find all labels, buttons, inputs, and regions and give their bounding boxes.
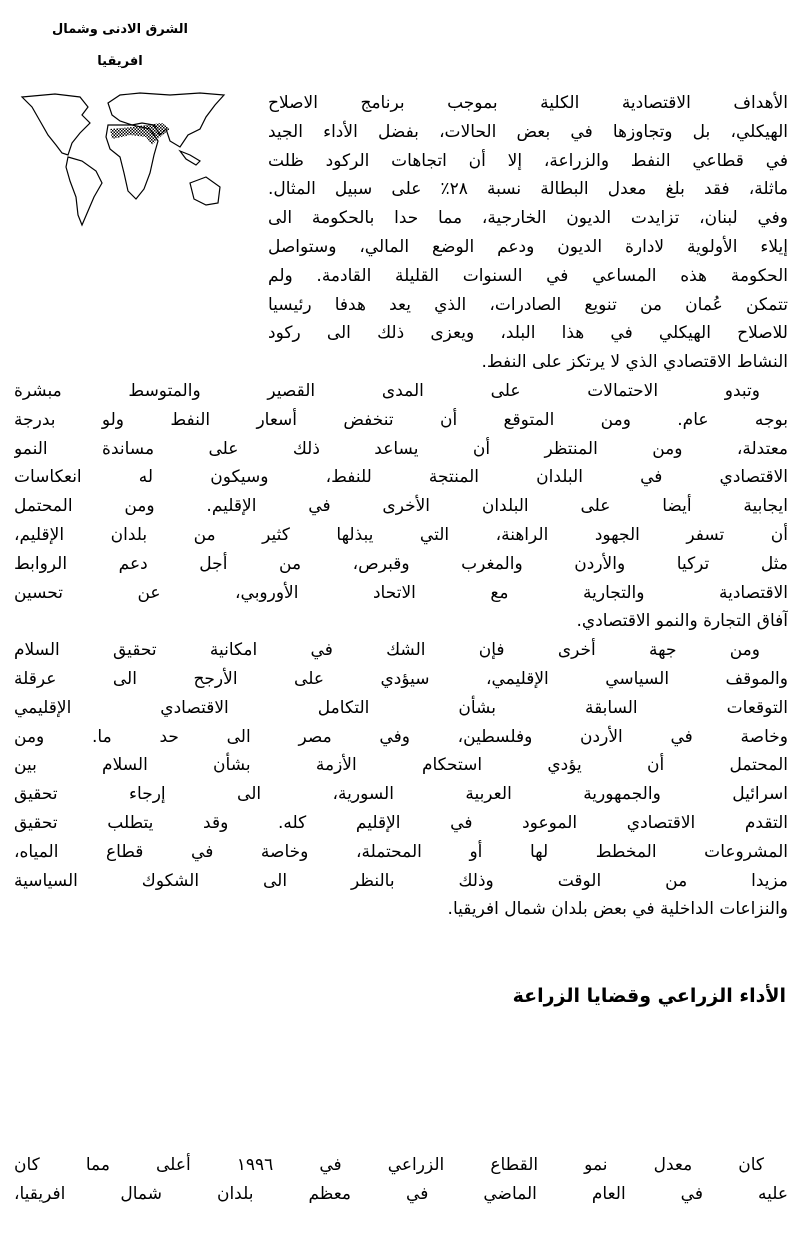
text-line: الحكومة هذه المساعي في السنوات القليلة القادمة. ولم: [268, 265, 788, 286]
text-line: وتبدو الاحتمالات على المدى القصير والمتوسط مبشرة: [14, 381, 760, 401]
text-line: الأهداف الاقتصادية الكلية بموجب برنامج الاصلاح: [268, 93, 788, 113]
text-line: إيلاء الأولوية لادارة الديون ودعم الوضع المالي، وستواصل: [268, 237, 788, 257]
text-line: الاقتصادي في البلدان المنتجة للنفط، وسيكون له انعكاسات: [14, 467, 788, 488]
map-title-line1: الشرق الادنى وشمال: [52, 22, 188, 37]
text-line: وخاصة في الأردن وفلسطين، وفي مصر الى حد ما. ومن: [14, 726, 788, 747]
text-line: اسرائيل والجمهورية العربية السورية، الى إرجاء تحقيق: [14, 784, 788, 805]
text-line: معتدلة، ومن المنتظر أن يساعد ذلك على مساندة النمو: [14, 438, 788, 459]
text-line: كان معدل نمو القطاع الزراعي في ١٩٩٦ أعلى مما كان: [14, 1155, 764, 1175]
text-line: التقدم الاقتصادي الموعود في الإقليم كله. وقد يتطلب تحقيق: [14, 813, 788, 833]
text-line: ومن جهة أخرى فإن الشك في امكانية تحقيق السلام: [14, 640, 760, 661]
text-line: في قطاعي النفط والزراعة، إلا أن اتجاهات الركود ظلت: [268, 150, 788, 171]
text-line: مثل تركيا والأردن والمغرب وقبرص، من أجل دعم الروابط: [14, 553, 788, 574]
text-line: التوقعات السابقة بشأن التكامل الاقتصادي الإقليمي: [14, 697, 788, 718]
text-line: المشروعات المخطط لها أو المحتملة، وخاصة في قطاع المياه،: [14, 841, 788, 862]
section-heading: الأداء الزراعي وقضايا الزراعة: [512, 985, 786, 1007]
world-map-icon: [10, 85, 235, 230]
text-line: والنزاعات الداخلية في بعض بلدان شمال افريقيا.: [447, 899, 788, 920]
highlighted-region: [110, 123, 170, 145]
text-line: النشاط الاقتصادي الذي لا يرتكز على النفط.: [481, 352, 788, 373]
text-line: ايجابية أيضا على البلدان الأخرى في الإقليم. ومن المحتمل: [14, 496, 788, 517]
text-line: بوجه عام. ومن المتوقع أن تنخفض أسعار النفط ولو بدرجة: [14, 409, 788, 430]
text-line: الهيكلي، بل وتجاوزها في بعض الحالات، بفضل الأداء الجيد: [268, 121, 788, 142]
text-line: أن تسفر الجهود الراهنة، التي يبذلها كثير من بلدان الإقليم،: [14, 525, 788, 545]
text-line: والموقف السياسي الإقليمي، سيؤدي على الأرجح الى عرقلة: [14, 669, 788, 689]
text-line: مزيدا من الوقت وذلك بالنظر الى الشكوك السياسية: [14, 870, 788, 891]
text-line: ماثلة، فقد بلغ معدل البطالة نسبة ٢٨٪ على سبيل المثال.: [268, 179, 788, 200]
text-line: تتمكن عُمان من تنويع الصادرات، الذي يعد هدفا رئيسيا: [268, 294, 788, 315]
text-line: عليه في العام الماضي في معظم بلدان شمال افريقيا،: [14, 1183, 788, 1204]
text-line: الاقتصادية والتجارية مع الاتحاد الأوروبي، عن تحسين: [14, 582, 788, 603]
text-line: المحتمل أن يؤدي استحكام الأزمة بشأن السلام بين: [14, 755, 788, 776]
map-title-line2: افريقيا: [97, 54, 143, 69]
text-line: وفي لبنان، تزايدت الديون الخارجية، مما حدا بالحكومة الى: [268, 208, 788, 229]
text-line: آفاق التجارة والنمو الاقتصادي.: [576, 611, 788, 632]
text-line: للاصلاح الهيكلي في هذا البلد، ويعزى ذلك الى ركود: [268, 323, 788, 344]
